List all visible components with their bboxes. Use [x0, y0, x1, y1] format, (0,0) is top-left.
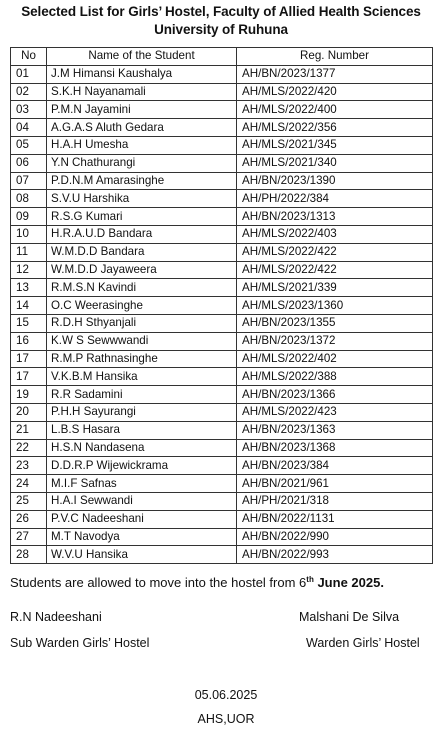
- cell-no: 12: [11, 261, 47, 279]
- cell-reg: AH/BN/2023/1368: [237, 439, 433, 457]
- table-row: [11, 225, 433, 243]
- sub-warden-name: R.N Nadeeshani: [10, 610, 102, 624]
- cell-name: P.M.N Jayamini: [47, 101, 237, 119]
- cell-reg: AH/BN/2022/993: [237, 546, 433, 564]
- cell-reg: AH/BN/2022/1131: [237, 510, 433, 528]
- cell-no: 17: [11, 350, 47, 368]
- student-list-table: [10, 47, 433, 564]
- table-row: [11, 119, 433, 137]
- cell-reg: AH/MLS/2022/400: [237, 101, 433, 119]
- cell-name: J.M Himansi Kaushalya: [47, 65, 237, 83]
- table-row: [11, 475, 433, 493]
- cell-reg: AH/MLS/2023/1360: [237, 297, 433, 315]
- document-title: Selected List for Girls’ Hostel, Faculty of Allied Health Sciences: [21, 4, 421, 19]
- cell-reg: AH/MLS/2022/420: [237, 83, 433, 101]
- cell-no: 19: [11, 386, 47, 404]
- cell-name: Y.N Chathurangi: [47, 154, 237, 172]
- cell-name: V.K.B.M Hansika: [47, 368, 237, 386]
- table-row: [11, 172, 433, 190]
- table-row: [11, 297, 433, 315]
- cell-reg: AH/MLS/2022/402: [237, 350, 433, 368]
- issue-date: 05.06.2025: [194, 688, 258, 702]
- cell-name: D.D.R.P Wijewickrama: [47, 457, 237, 475]
- cell-no: 02: [11, 83, 47, 101]
- column-header-reg: Reg. Number: [237, 48, 433, 66]
- sub-warden-title: Sub Warden Girls’ Hostel: [10, 636, 150, 650]
- table-row: [11, 350, 433, 368]
- university-name: University of Ruhuna: [154, 22, 288, 37]
- cell-name: W.M.D.D Bandara: [47, 243, 237, 261]
- cell-name: S.K.H Nayanamali: [47, 83, 237, 101]
- issuing-office: AHS,UOR: [197, 712, 255, 726]
- table-row: [11, 208, 433, 226]
- table-row: [11, 136, 433, 154]
- cell-reg: AH/BN/2023/1366: [237, 386, 433, 404]
- notice-date: June 2025.: [313, 575, 384, 590]
- table-row: [11, 528, 433, 546]
- notice-text: Students are allowed to move into the hostel from 6: [10, 575, 307, 590]
- cell-name: P.H.H Sayurangi: [47, 403, 237, 421]
- cell-no: 10: [11, 225, 47, 243]
- warden-title: Warden Girls’ Hostel: [306, 636, 420, 650]
- cell-name: P.D.N.M Amarasinghe: [47, 172, 237, 190]
- cell-name: R.M.P Rathnasinghe: [47, 350, 237, 368]
- cell-reg: AH/MLS/2022/422: [237, 261, 433, 279]
- cell-name: M.I.F Safnas: [47, 475, 237, 493]
- cell-name: R.R Sadamini: [47, 386, 237, 404]
- cell-reg: AH/MLS/2022/423: [237, 403, 433, 421]
- table-row: [11, 83, 433, 101]
- cell-no: 23: [11, 457, 47, 475]
- cell-no: 07: [11, 172, 47, 190]
- cell-reg: AH/PH/2021/318: [237, 492, 433, 510]
- cell-no: 22: [11, 439, 47, 457]
- cell-reg: AH/BN/2021/961: [237, 475, 433, 493]
- cell-no: 20: [11, 403, 47, 421]
- table-row: [11, 65, 433, 83]
- cell-no: 26: [11, 510, 47, 528]
- cell-no: 24: [11, 475, 47, 493]
- table-row: [11, 546, 433, 564]
- cell-reg: AH/BN/2023/384: [237, 457, 433, 475]
- table-row: [11, 101, 433, 119]
- cell-name: H.A.I Sewwandi: [47, 492, 237, 510]
- cell-reg: AH/MLS/2022/403: [237, 225, 433, 243]
- cell-reg: AH/BN/2023/1372: [237, 332, 433, 350]
- cell-name: A.G.A.S Aluth Gedara: [47, 119, 237, 137]
- cell-no: 03: [11, 101, 47, 119]
- cell-no: 21: [11, 421, 47, 439]
- cell-name: W.M.D.D Jayaweera: [47, 261, 237, 279]
- cell-reg: AH/MLS/2022/356: [237, 119, 433, 137]
- cell-no: 17: [11, 368, 47, 386]
- cell-no: 05: [11, 136, 47, 154]
- table-row: [11, 261, 433, 279]
- table-row: [11, 492, 433, 510]
- cell-name: H.A.H Umesha: [47, 136, 237, 154]
- table-row: [11, 243, 433, 261]
- cell-reg: AH/MLS/2021/339: [237, 279, 433, 297]
- table-row: [11, 190, 433, 208]
- cell-reg: AH/BN/2022/990: [237, 528, 433, 546]
- cell-reg: AH/MLS/2021/345: [237, 136, 433, 154]
- table-row: [11, 403, 433, 421]
- table-row: [11, 332, 433, 350]
- cell-no: 27: [11, 528, 47, 546]
- cell-reg: AH/BN/2023/1355: [237, 314, 433, 332]
- cell-name: S.V.U Harshika: [47, 190, 237, 208]
- cell-reg: AH/MLS/2022/388: [237, 368, 433, 386]
- column-header-no: No: [11, 48, 47, 66]
- cell-reg: AH/BN/2023/1390: [237, 172, 433, 190]
- notice-ordinal: th: [306, 575, 314, 584]
- cell-no: 06: [11, 154, 47, 172]
- move-in-notice: [10, 575, 384, 590]
- cell-name: W.V.U Hansika: [47, 546, 237, 564]
- cell-no: 13: [11, 279, 47, 297]
- cell-name: O.C Weerasinghe: [47, 297, 237, 315]
- cell-no: 28: [11, 546, 47, 564]
- warden-name: Malshani De Silva: [299, 610, 400, 624]
- cell-no: 25: [11, 492, 47, 510]
- cell-no: 14: [11, 297, 47, 315]
- table-row: [11, 386, 433, 404]
- cell-no: 16: [11, 332, 47, 350]
- table-row: [11, 314, 433, 332]
- cell-reg: AH/BN/2023/1313: [237, 208, 433, 226]
- cell-name: R.S.G Kumari: [47, 208, 237, 226]
- cell-reg: AH/MLS/2021/340: [237, 154, 433, 172]
- table-row: [11, 510, 433, 528]
- cell-no: 08: [11, 190, 47, 208]
- cell-name: K.W S Sewwwandi: [47, 332, 237, 350]
- cell-no: 11: [11, 243, 47, 261]
- cell-name: L.B.S Hasara: [47, 421, 237, 439]
- cell-name: M.T Navodya: [47, 528, 237, 546]
- table-row: [11, 154, 433, 172]
- cell-name: R.D.H Sthyanjali: [47, 314, 237, 332]
- table-row: [11, 439, 433, 457]
- cell-no: 01: [11, 65, 47, 83]
- column-header-name: Name of the Student: [47, 48, 237, 66]
- cell-name: P.V.C Nadeeshani: [47, 510, 237, 528]
- cell-reg: AH/MLS/2022/422: [237, 243, 433, 261]
- cell-name: H.R.A.U.D Bandara: [47, 225, 237, 243]
- cell-reg: AH/PH/2022/384: [237, 190, 433, 208]
- table-row: [11, 421, 433, 439]
- cell-reg: AH/BN/2023/1363: [237, 421, 433, 439]
- cell-name: R.M.S.N Kavindi: [47, 279, 237, 297]
- cell-name: H.S.N Nandasena: [47, 439, 237, 457]
- table-header-row: [11, 48, 433, 66]
- table-row: [11, 368, 433, 386]
- table-row: [11, 457, 433, 475]
- table-row: [11, 279, 433, 297]
- cell-reg: AH/BN/2023/1377: [237, 65, 433, 83]
- cell-no: 15: [11, 314, 47, 332]
- cell-no: 09: [11, 208, 47, 226]
- cell-no: 04: [11, 119, 47, 137]
